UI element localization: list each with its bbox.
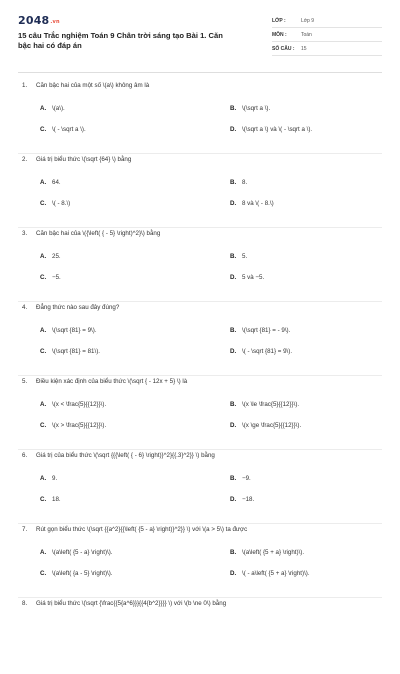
- question-number: 8.: [22, 600, 28, 607]
- option-letter: D.: [230, 348, 237, 355]
- option-letter: A.: [40, 179, 47, 186]
- option-letter: C.: [40, 126, 47, 133]
- page-header: [18, 14, 382, 64]
- option-text: \(x > \frac{5}{{12}}\).: [52, 422, 107, 429]
- option-text: −18.: [242, 496, 255, 503]
- option-letter: C.: [40, 348, 47, 355]
- meta-key: LỚP :: [272, 18, 286, 24]
- option-text: 18.: [52, 496, 61, 503]
- option-text: \(\sqrt {81} = 81\).: [52, 348, 100, 355]
- option-letter: B.: [230, 253, 237, 260]
- meta-key: MÔN :: [272, 32, 287, 38]
- logo-suffix: .vn: [50, 19, 60, 25]
- document-title: 15 câu Trắc nghiệm Toán 9 Chân trời sáng tạo Bài 1. Căn bậc hai có đáp án: [18, 31, 223, 50]
- question-text: Đẳng thức nào sau đây đúng?: [36, 304, 120, 311]
- question-number: 2.: [22, 156, 28, 163]
- meta-value: Toán: [301, 32, 312, 38]
- question-number: 7.: [22, 526, 28, 533]
- header-divider: [18, 72, 382, 73]
- site-logo[interactable]: [18, 14, 60, 27]
- option-text: −5.: [52, 274, 61, 281]
- meta-key: SỐ CÂU :: [272, 46, 295, 52]
- question-5: [18, 378, 382, 452]
- option-letter: B.: [230, 549, 237, 556]
- option-text: 25.: [52, 253, 61, 260]
- question-text: Căn bậc hai của một số \(a\) không âm là: [36, 82, 150, 89]
- question-separator: [18, 523, 382, 524]
- meta-row-subject: [272, 28, 382, 42]
- question-text: Căn bậc hai của \({\left( { - 5} \right)^2}\) bằng: [36, 230, 161, 237]
- option-letter: D.: [230, 422, 237, 429]
- question-number: 6.: [22, 452, 28, 459]
- option-letter: D.: [230, 496, 237, 503]
- option-letter: C.: [40, 200, 47, 207]
- question-text: Rút gọn biểu thức \(\sqrt {{a^2}{{\left( {5 - a} \right)}^2}} \) với \(a > 5\) ta được: [36, 526, 248, 533]
- option-letter: A.: [40, 105, 47, 112]
- question-separator: [18, 153, 382, 154]
- option-letter: B.: [230, 401, 237, 408]
- option-letter: C.: [40, 422, 47, 429]
- option-letter: D.: [230, 274, 237, 281]
- question-8: [18, 600, 382, 674]
- question-7: [18, 526, 382, 600]
- option-letter: B.: [230, 327, 237, 334]
- meta-row-count: [272, 42, 382, 56]
- option-text: \(\sqrt {81} = - 9\).: [242, 327, 291, 334]
- option-text: \(\sqrt {81} = 9\).: [52, 327, 97, 334]
- option-text: \(\sqrt a \).: [242, 105, 271, 112]
- option-text: 8 và \( - 8.\): [242, 200, 274, 207]
- option-text: −9.: [242, 475, 251, 482]
- option-letter: B.: [230, 475, 237, 482]
- option-text: 9.: [52, 475, 58, 482]
- question-number: 4.: [22, 304, 28, 311]
- question-number: 5.: [22, 378, 28, 385]
- meta-value: Lớp 9: [301, 18, 315, 24]
- option-letter: D.: [230, 200, 237, 207]
- option-text: 8.: [242, 179, 248, 186]
- option-letter: B.: [230, 105, 237, 112]
- option-text: \(a\left( {a - 5} \right)\).: [52, 570, 113, 577]
- option-letter: A.: [40, 327, 47, 334]
- option-text: \(x \ge \frac{5}{{12}}\).: [242, 422, 302, 429]
- option-letter: A.: [40, 549, 47, 556]
- question-separator: [18, 375, 382, 376]
- logo-text: 2048: [18, 14, 50, 27]
- meta-row-class: [272, 14, 382, 28]
- option-text: \(\sqrt a \) và \( - \sqrt a \).: [242, 126, 313, 133]
- question-separator: [18, 301, 382, 302]
- option-letter: C.: [40, 570, 47, 577]
- option-text: \( - a\left( {5 + a} \right)\).: [242, 570, 310, 577]
- question-3: [18, 230, 382, 304]
- option-text: \(a\).: [52, 105, 65, 112]
- option-text: \(a\left( {5 - a} \right)\).: [52, 549, 113, 556]
- option-text: 64.: [52, 179, 61, 186]
- option-text: \(x \le \frac{5}{{12}}\).: [242, 401, 300, 408]
- option-letter: B.: [230, 179, 237, 186]
- question-separator: [18, 227, 382, 228]
- question-text: Giá trị của biểu thức \(\sqrt {{{\left( { - 6} \right)}^2}{{.3}^2}} \) bằng: [36, 452, 215, 459]
- meta-value: 15: [301, 46, 307, 52]
- option-text: 5 và −5.: [242, 274, 265, 281]
- question-text: Giá trị biểu thức \(\sqrt {\frac{{5{a^6}}}{{4{b^2}}}} \) với \(b \ne 0\) bằng: [36, 600, 227, 607]
- option-text: \(x < \frac{5}{{12}}\).: [52, 401, 107, 408]
- option-letter: C.: [40, 274, 47, 281]
- question-text: Điều kiện xác định của biểu thức \(\sqrt { - 12x + 5} \) là: [36, 378, 188, 385]
- option-text: \( - \sqrt {81} = 9\).: [242, 348, 293, 355]
- question-6: [18, 452, 382, 526]
- option-letter: D.: [230, 570, 237, 577]
- question-1: [18, 82, 382, 156]
- option-letter: A.: [40, 475, 47, 482]
- option-letter: C.: [40, 496, 47, 503]
- question-separator: [18, 449, 382, 450]
- question-number: 3.: [22, 230, 28, 237]
- option-text: \( - \sqrt a \).: [52, 126, 86, 133]
- option-letter: D.: [230, 126, 237, 133]
- question-number: 1.: [22, 82, 28, 89]
- option-text: 5.: [242, 253, 248, 260]
- option-letter: A.: [40, 253, 47, 260]
- document-meta: [272, 14, 382, 56]
- question-text: Giá trị biểu thức \(\sqrt {64} \) bằng: [36, 156, 132, 163]
- option-letter: A.: [40, 401, 47, 408]
- question-separator: [18, 597, 382, 598]
- option-text: \(a\left( {5 + a} \right)\).: [242, 549, 305, 556]
- option-text: \( - 8.\): [52, 200, 71, 207]
- question-4: [18, 304, 382, 378]
- question-2: [18, 156, 382, 230]
